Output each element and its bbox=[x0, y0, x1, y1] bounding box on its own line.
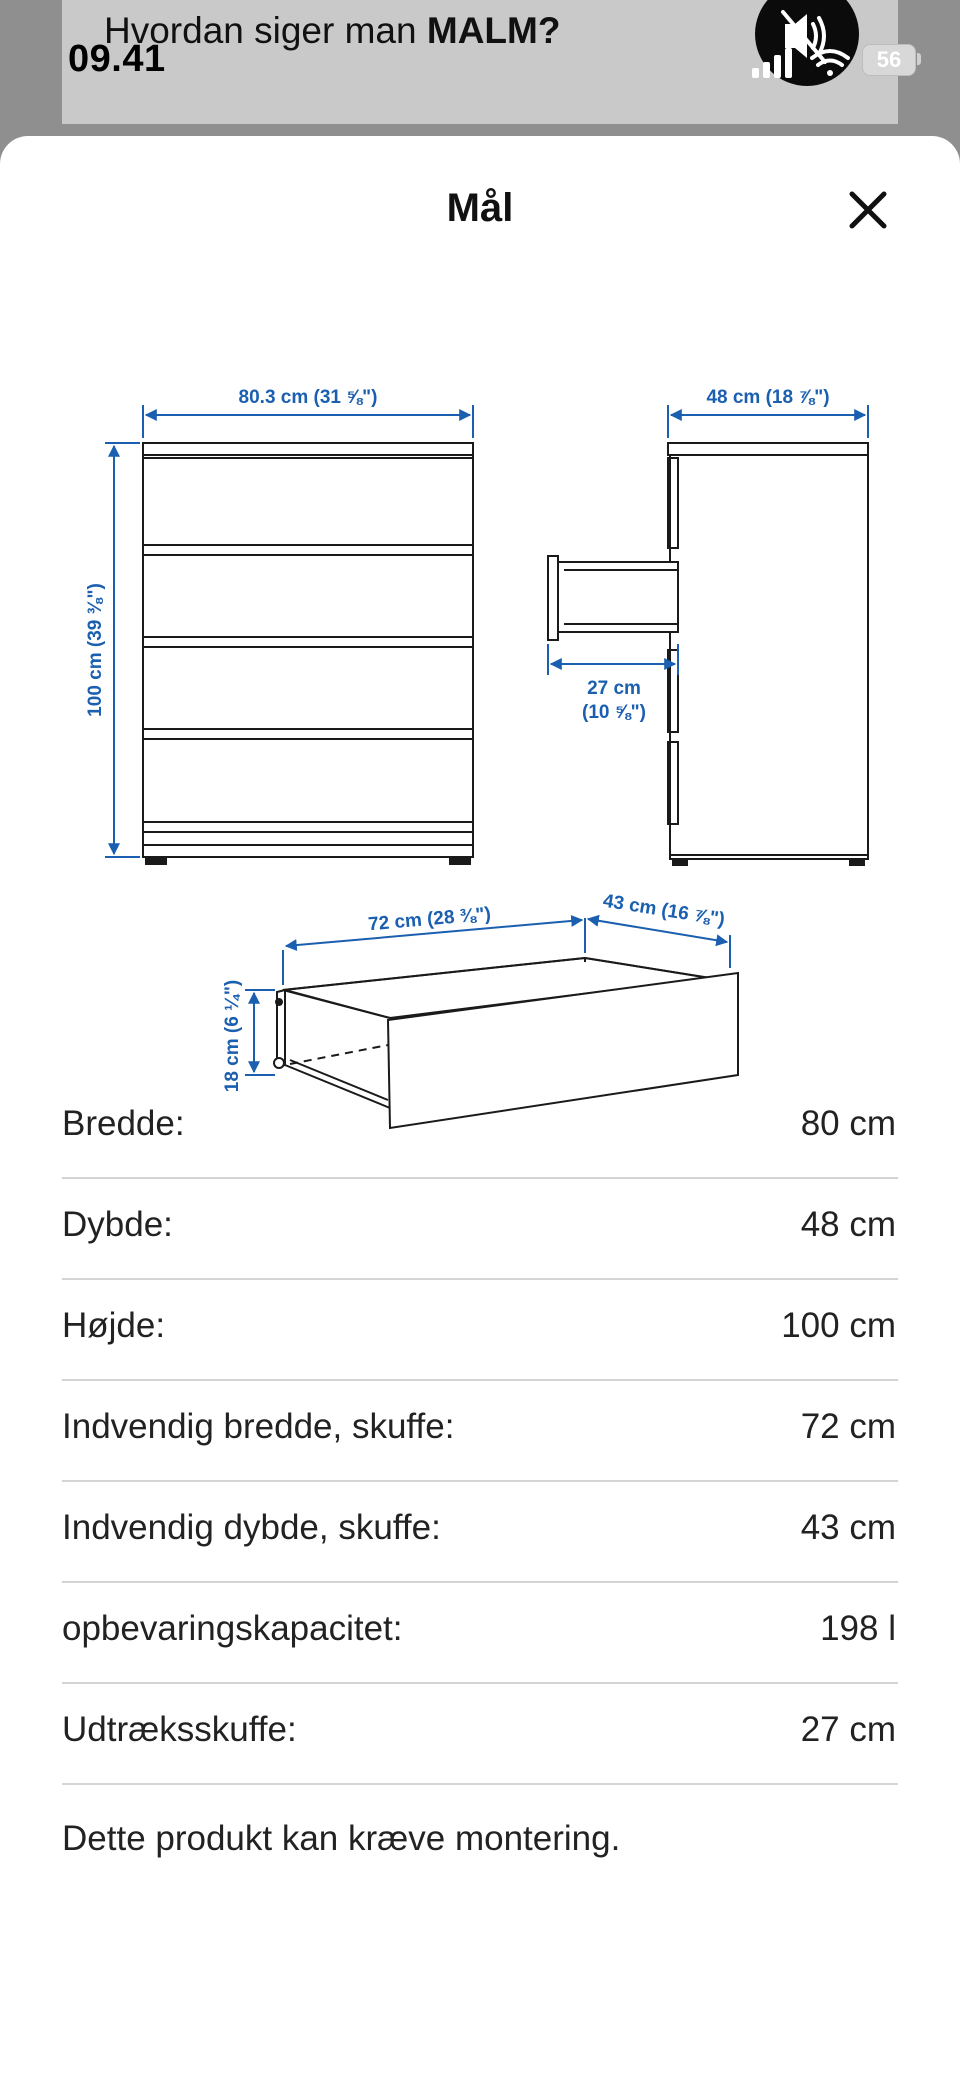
front-height-dimension bbox=[105, 443, 140, 857]
spec-label: Bredde: bbox=[62, 1104, 185, 1143]
spec-label: Dybde: bbox=[62, 1205, 173, 1244]
drawer-height-label: 18 cm (6 ¼") bbox=[222, 979, 243, 1093]
spec-row-depth bbox=[62, 1179, 898, 1280]
pullout-label-in: (10 ⅝") bbox=[582, 702, 646, 723]
spec-value: 198 l bbox=[820, 1609, 896, 1648]
question-product-name: MALM? bbox=[426, 10, 561, 51]
drawer-depth-label: 43 cm (16 ⅞") bbox=[601, 890, 727, 931]
front-view bbox=[143, 443, 473, 864]
spec-label: Udtræksskuffe: bbox=[62, 1710, 297, 1749]
side-view bbox=[548, 443, 868, 865]
spec-value: 100 cm bbox=[781, 1306, 896, 1345]
drawer-width-label: 72 cm (28 ⅜") bbox=[367, 903, 492, 936]
status-time: 09.41 bbox=[68, 38, 166, 80]
sheet-title: Mål bbox=[446, 186, 514, 230]
spec-label: Indvendig dybde, skuffe: bbox=[62, 1508, 441, 1547]
front-width-label: 80.3 cm (31 ⅝") bbox=[238, 387, 378, 408]
spec-row-storage-capacity bbox=[62, 1583, 898, 1684]
spec-value: 27 cm bbox=[800, 1710, 896, 1749]
spec-row-pullout-drawer bbox=[62, 1684, 898, 1785]
spec-value: 72 cm bbox=[800, 1407, 896, 1446]
assembly-note: Dette produkt kan kræve montering. bbox=[62, 1819, 621, 1858]
side-depth-label: 48 cm (18 ⅞") bbox=[706, 387, 830, 408]
spec-value: 48 cm bbox=[800, 1205, 896, 1244]
spec-label: opbevaringskapacitet: bbox=[62, 1609, 403, 1648]
spec-row-drawer-inner-depth bbox=[62, 1482, 898, 1583]
spec-label: Højde: bbox=[62, 1306, 166, 1345]
spec-label: Indvendig bredde, skuffe: bbox=[62, 1407, 455, 1446]
pullout-dimension bbox=[548, 644, 678, 675]
front-width-dimension bbox=[143, 405, 473, 438]
spec-value: 43 cm bbox=[800, 1508, 896, 1547]
battery-indicator: 56 bbox=[862, 44, 916, 76]
front-height-label: 100 cm (39 ⅜") bbox=[85, 583, 106, 717]
question-text: Hvordan siger man bbox=[104, 10, 417, 51]
pullout-label-cm: 27 cm bbox=[587, 678, 641, 699]
spec-row-drawer-inner-width bbox=[62, 1381, 898, 1482]
spec-value: 80 cm bbox=[800, 1104, 896, 1143]
side-depth-dimension bbox=[668, 405, 868, 438]
spec-row-height bbox=[62, 1280, 898, 1381]
spec-row-width bbox=[62, 1078, 898, 1179]
spec-list bbox=[62, 1078, 898, 1785]
